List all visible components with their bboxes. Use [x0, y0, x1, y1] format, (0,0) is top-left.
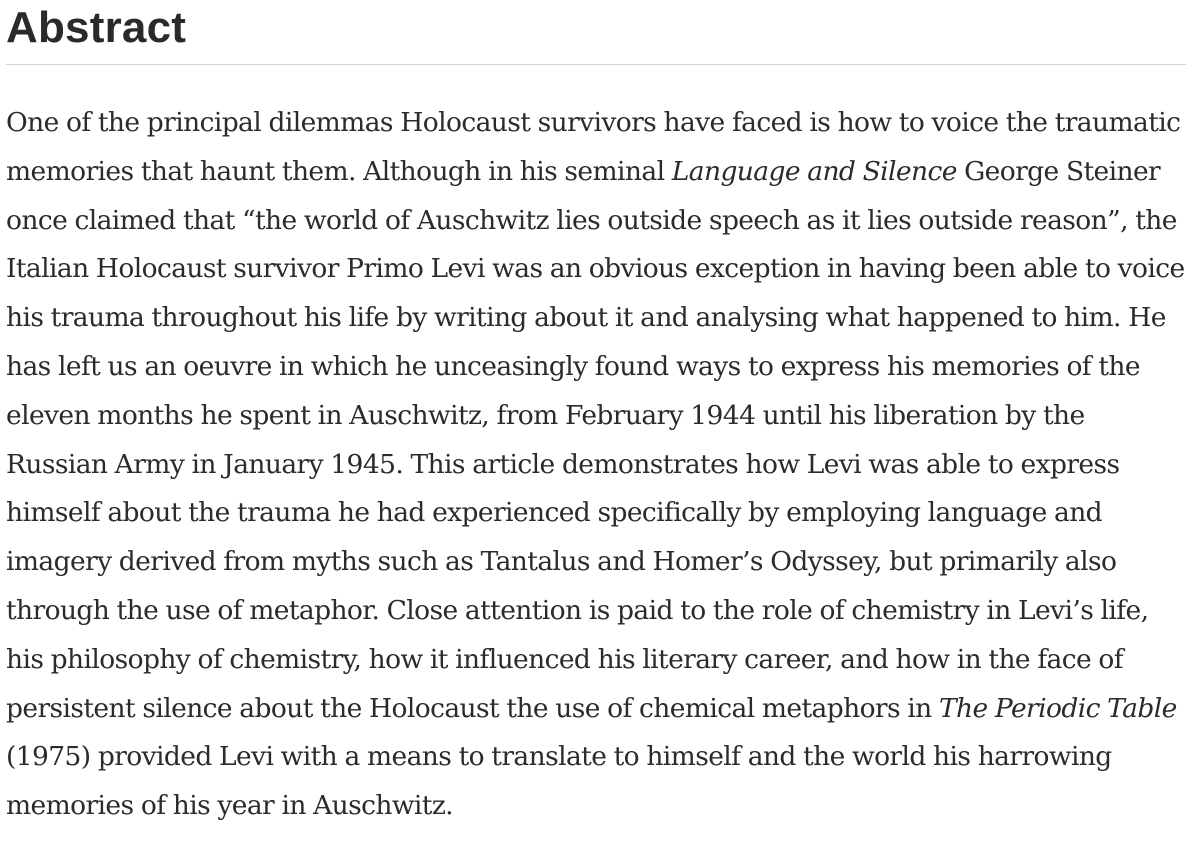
abstract-paragraph — [6, 99, 1186, 831]
abstract-text-part-2: George Steiner once claimed that “the world of Auschwitz lies outside speech as it lies outside reason”, the Italian Holocaust survivor Primo Levi was an obvious exception in having been able to voice his trauma throughout his life by writing about it and analysing what happened to him. He has left us an oeuvre in which he unceasingly found ways to express his memories of the eleven months he spent in Auschwitz, from February 1944 until his liberation by the Russian Army in January 1945. This article demonstrates how Levi was able to express himself about the trauma he had experienced specifically by employing language and imagery derived from myths such as Tantalus and Homer’s Odyssey, but primarily also through the use of metaphor. Close attention is paid to the role of chemistry in Levi’s life, his philosophy of chemistry, how it influenced his literary career, and how in the face of persistent silence about the Holocaust the use of chemical metaphors in — [6, 155, 1185, 724]
heading-divider — [6, 64, 1186, 65]
abstract-text-part-1: One of the principal dilemmas Holocaust survivors have faced is how to voice the traumatic memories that haunt them. Although in his seminal — [6, 107, 1181, 187]
abstract-text-part-3: (1975) provided Levi with a means to translate to himself and the world his harrowing memories of his year in Auschwitz. — [6, 741, 1112, 822]
book-title-periodic-table: The Periodic Table — [938, 692, 1177, 724]
abstract-section — [6, 0, 1186, 831]
section-heading: Abstract — [6, 3, 187, 52]
book-title-language-and-silence: Language and Silence — [671, 155, 957, 187]
